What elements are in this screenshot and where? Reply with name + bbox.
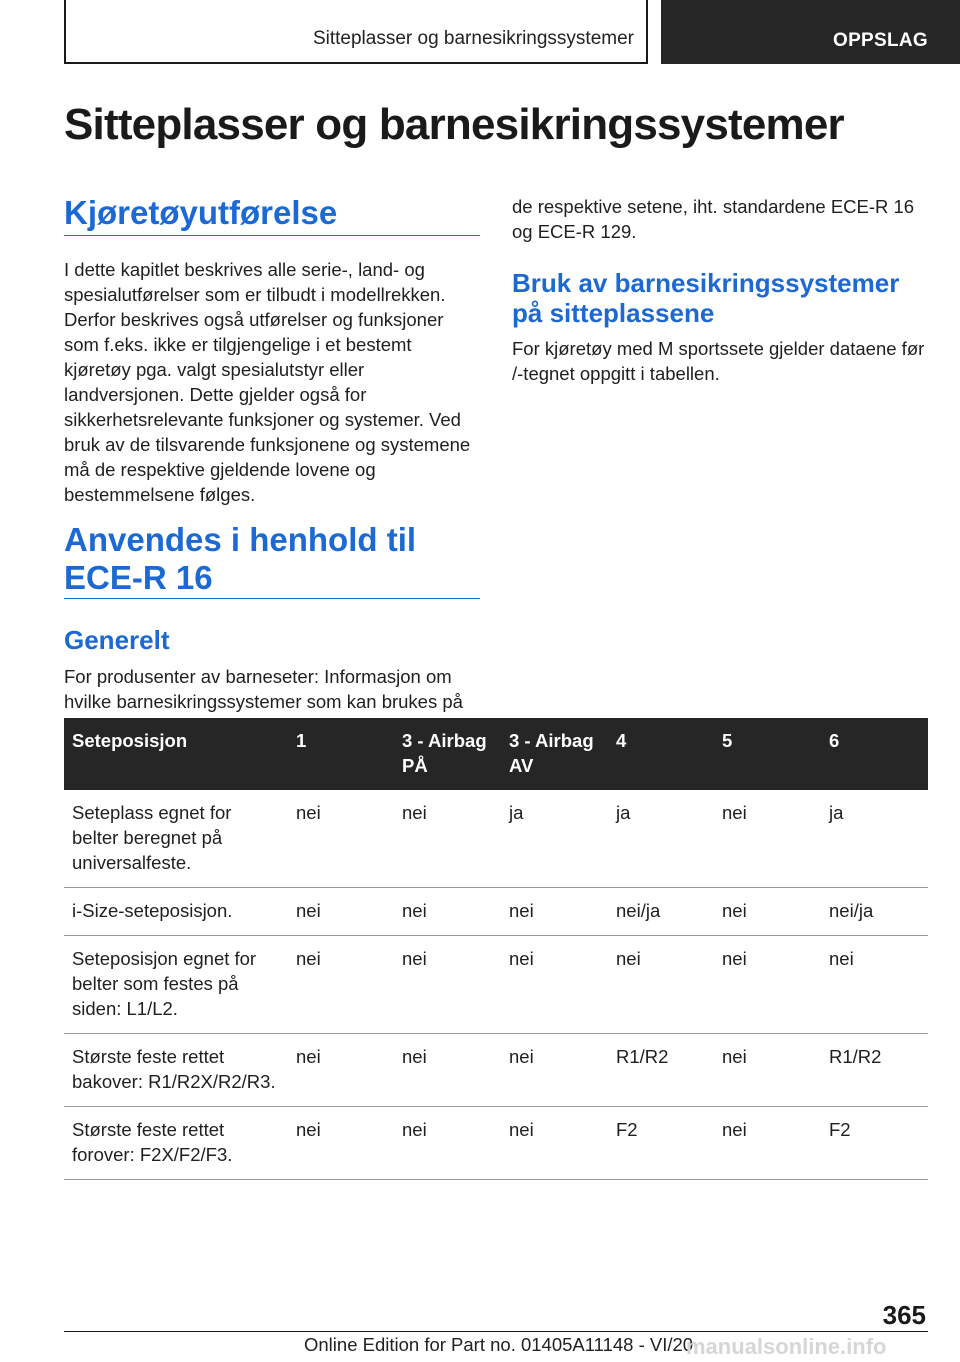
table-header-cell: 1 [288,718,394,790]
header-section-title: Sitteplasser og barnesikringssystemer [312,28,634,49]
table-cell: nei [821,936,928,1034]
table-cell: nei [714,1107,821,1180]
header-section-box [64,0,648,64]
table-row [64,1107,928,1180]
table-cell: ja [501,790,608,888]
seat-position-table [64,718,928,1180]
heading-general: Generelt [64,625,170,655]
table-header-cell: Seteposisjon [64,718,288,790]
table-cell: nei/ja [608,888,714,936]
table-cell: nei [288,1034,394,1107]
header-tab-oppslag[interactable] [661,0,960,64]
footer-rule [64,1331,928,1332]
table-cell: nei [608,936,714,1034]
page-title: Sitteplasser og barnesikringssystemer [64,100,844,149]
table-row [64,936,928,1034]
table-cell: ja [821,790,928,888]
table-cell: nei [394,1107,501,1180]
table-cell: nei [394,888,501,936]
heading-ece-line1: Anvendes i henhold til [64,521,417,558]
table-cell: R1/R2 [821,1034,928,1107]
table-cell: nei [288,790,394,888]
table-cell: ja [608,790,714,888]
table-cell: nei [288,888,394,936]
table-cell: nei [501,888,608,936]
table-cell: nei [714,1034,821,1107]
table-cell: nei [501,1034,608,1107]
paragraph-vehicle-version: I dette kapitlet beskrives alle serie-, land- og spesialutførelser som er tilbudt i modellrekken. Derfor beskrives også utførelser og funksjoner som f.eks. ikke er tilgjengelige i et bestemt kjøretøy pga. valgt spesialutstyr eller landversjonen. Dette gjelder også for sikkerhetsrelevante funksjoner og systemer. Ved bruk av de tilsvarende funksjonene og systemene må de respektive gjeldende lovene og bestemmelsene følges. [64,259,471,505]
footer-edition: Online Edition for Part no. 01405A11148 - VI/20 [304,1334,694,1355]
table-header-cell: 5 [714,718,821,790]
table-header-cell: 6 [821,718,928,790]
table-cell: F2 [608,1107,714,1180]
table-cell: nei [394,1034,501,1107]
table-cell: Største feste rettet forover: F2X/F2/F3. [64,1107,288,1180]
heading-rule-ece [64,598,480,599]
table-cell: F2 [821,1107,928,1180]
header-tab-label: OPPSLAG [832,30,928,51]
heading-vehicle-version: Kjøretøyutførelse [64,194,338,231]
table-header-cell: 3 - Airbag AV [501,718,608,790]
table-header-cell: 4 [608,718,714,790]
table-cell: nei [288,936,394,1034]
paragraph-continued: de respektive setene, iht. standardene ECE-R 16 og ECE-R 129. [512,196,915,242]
heading-rule-vehicle [64,235,480,236]
table-cell: nei [501,936,608,1034]
table-cell: Seteplass egnet for belter beregnet på universalfeste. [64,790,288,888]
table-cell: nei/ja [821,888,928,936]
table-cell: Største feste rettet bakover: R1/R2X/R2/R3. [64,1034,288,1107]
table-cell: nei [394,790,501,888]
table-cell: i-Size-seteposisjon. [64,888,288,936]
table-cell: nei [714,790,821,888]
footer-watermark: manualsonline.info [686,1334,887,1359]
table-header-cell: 3 - Airbag PÅ [394,718,501,790]
table-cell: nei [288,1107,394,1180]
table-cell: nei [501,1107,608,1180]
heading-ece-line2: ECE-R 16 [64,559,213,596]
table-row [64,888,928,936]
page-number: 365 [882,1300,926,1330]
table-cell: Seteposisjon egnet for belter som festes på siden: L1/L2. [64,936,288,1034]
heading-ece-r16 [64,521,480,597]
table-cell: nei [714,888,821,936]
heading-use-child-seats: Bruk av barnesikringssystemer på sitteplassene [512,268,900,328]
table-cell: nei [394,936,501,1034]
table-header-row [64,718,928,790]
table-row [64,1034,928,1107]
table-row [64,790,928,888]
table-cell: nei [714,936,821,1034]
paragraph-use-child-seats: For kjøretøy med M sportssete gjelder dataene før /-tegnet oppgitt i tabellen. [512,338,925,384]
paragraph-general: For produsenter av barneseter: Informasjon om hvilke barnesikringssystemer som kan brukes på [64,666,463,712]
table-cell: R1/R2 [608,1034,714,1107]
